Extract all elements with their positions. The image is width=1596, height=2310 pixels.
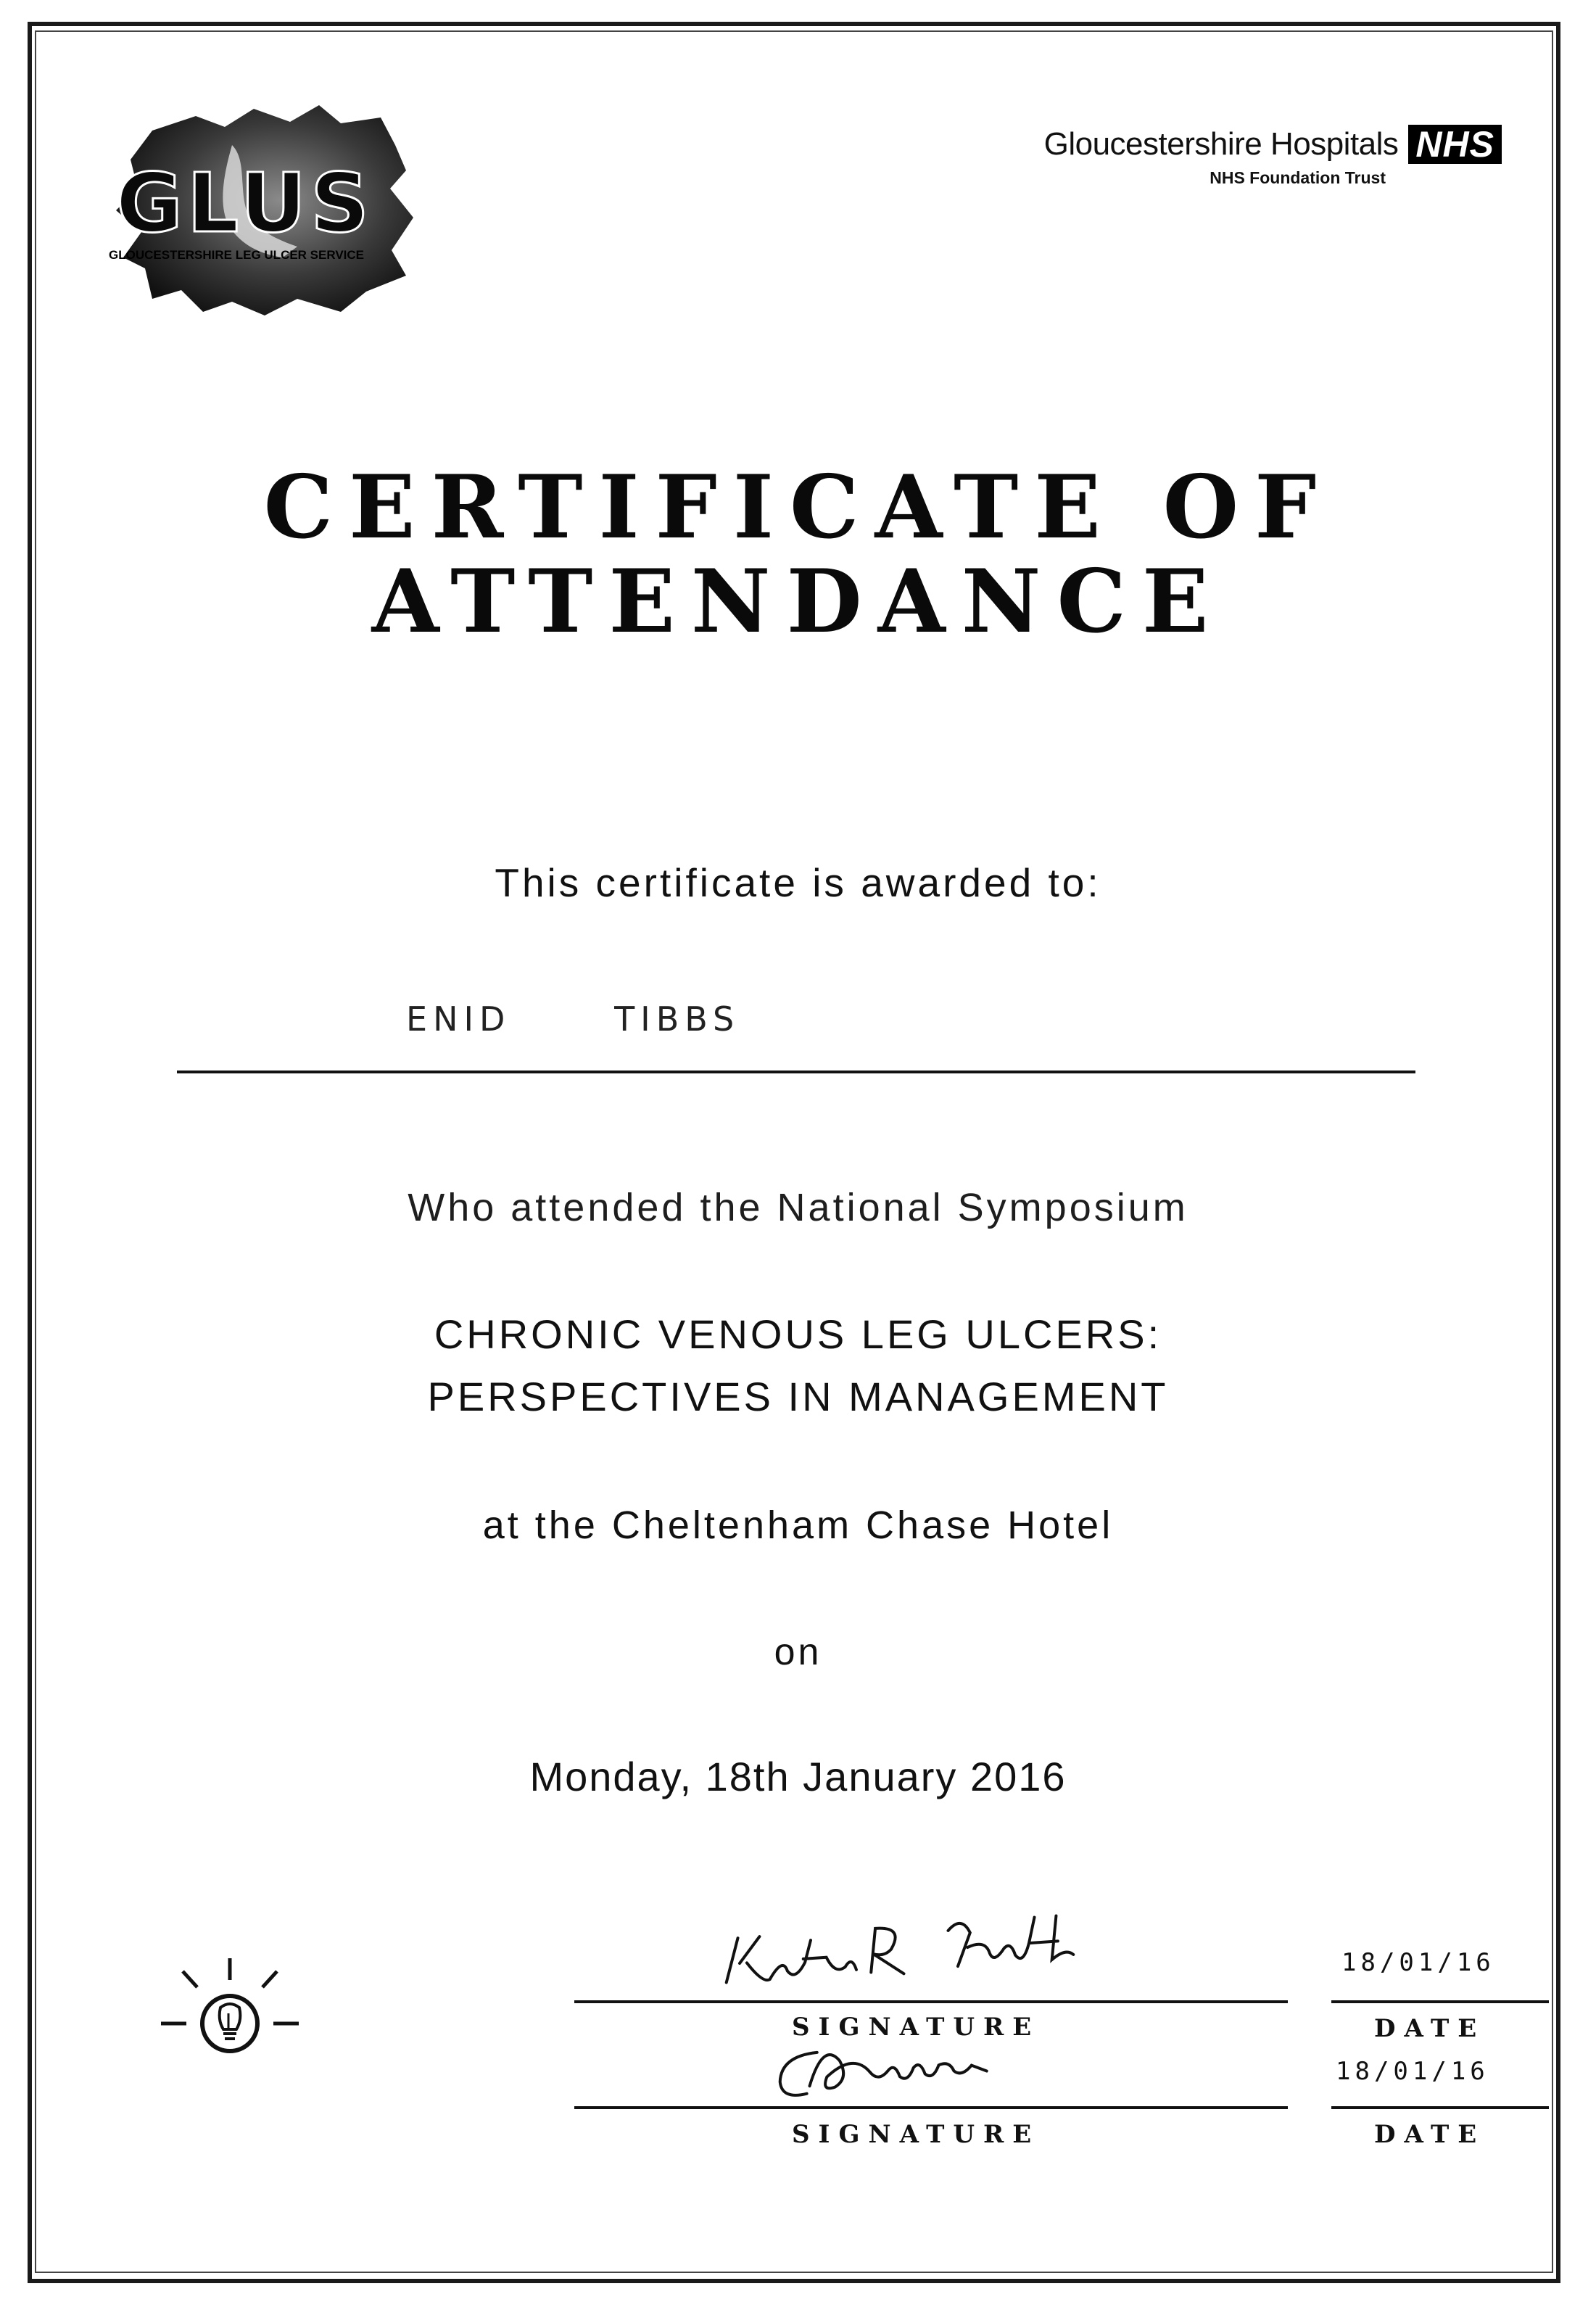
signature-label-2: SIGNATURE (792, 2120, 1041, 2149)
glus-wordmark: GLUS (116, 157, 373, 251)
on-text: on (774, 1631, 822, 1673)
date-label-2: DATE (1374, 2120, 1486, 2149)
symposium-title-line2: PERSPECTIVES IN MANAGEMENT (427, 1374, 1169, 1419)
trust-name: NHS Foundation Trust (1210, 168, 1386, 187)
date-value-1: 18/01/16 (1341, 1948, 1495, 1977)
date-value-2: 18/01/16 (1336, 2057, 1489, 2086)
recipient-name: ENID TIBBS (406, 999, 740, 1039)
date-line-2 (1331, 2106, 1549, 2109)
date-line-1 (1331, 2000, 1549, 2003)
lightbulb-icon (154, 1951, 306, 2082)
event-date: Monday, 18th January 2016 (529, 1754, 1067, 1799)
signature-line-1 (574, 2000, 1288, 2003)
organisation-name: Gloucestershire Hospitals (1043, 126, 1399, 162)
attended-text: Who attended the National Symposium (408, 1186, 1188, 1229)
venue-text: at the Cheltenham Chase Hotel (482, 1503, 1114, 1547)
certificate-title-line1: CERTIFICATE OF (263, 456, 1333, 558)
nhs-badge: NHS (1408, 125, 1502, 164)
awarded-text: This certificate is awarded to: (495, 860, 1101, 905)
certificate-title-line2: ATTENDANCE (371, 550, 1225, 653)
symposium-title-line1: CHRONIC VENOUS LEG ULCERS: (434, 1311, 1162, 1357)
nhs-header (1044, 125, 1502, 188)
signature-label-1: SIGNATURE (792, 2013, 1041, 2042)
glus-subtitle: GLOUCESTERSHIRE LEG ULCER SERVICE (109, 248, 365, 262)
glus-logo (102, 102, 421, 319)
signature-line-2 (574, 2106, 1288, 2109)
recipient-underline (177, 1071, 1415, 1073)
date-label-1: DATE (1374, 2014, 1486, 2043)
